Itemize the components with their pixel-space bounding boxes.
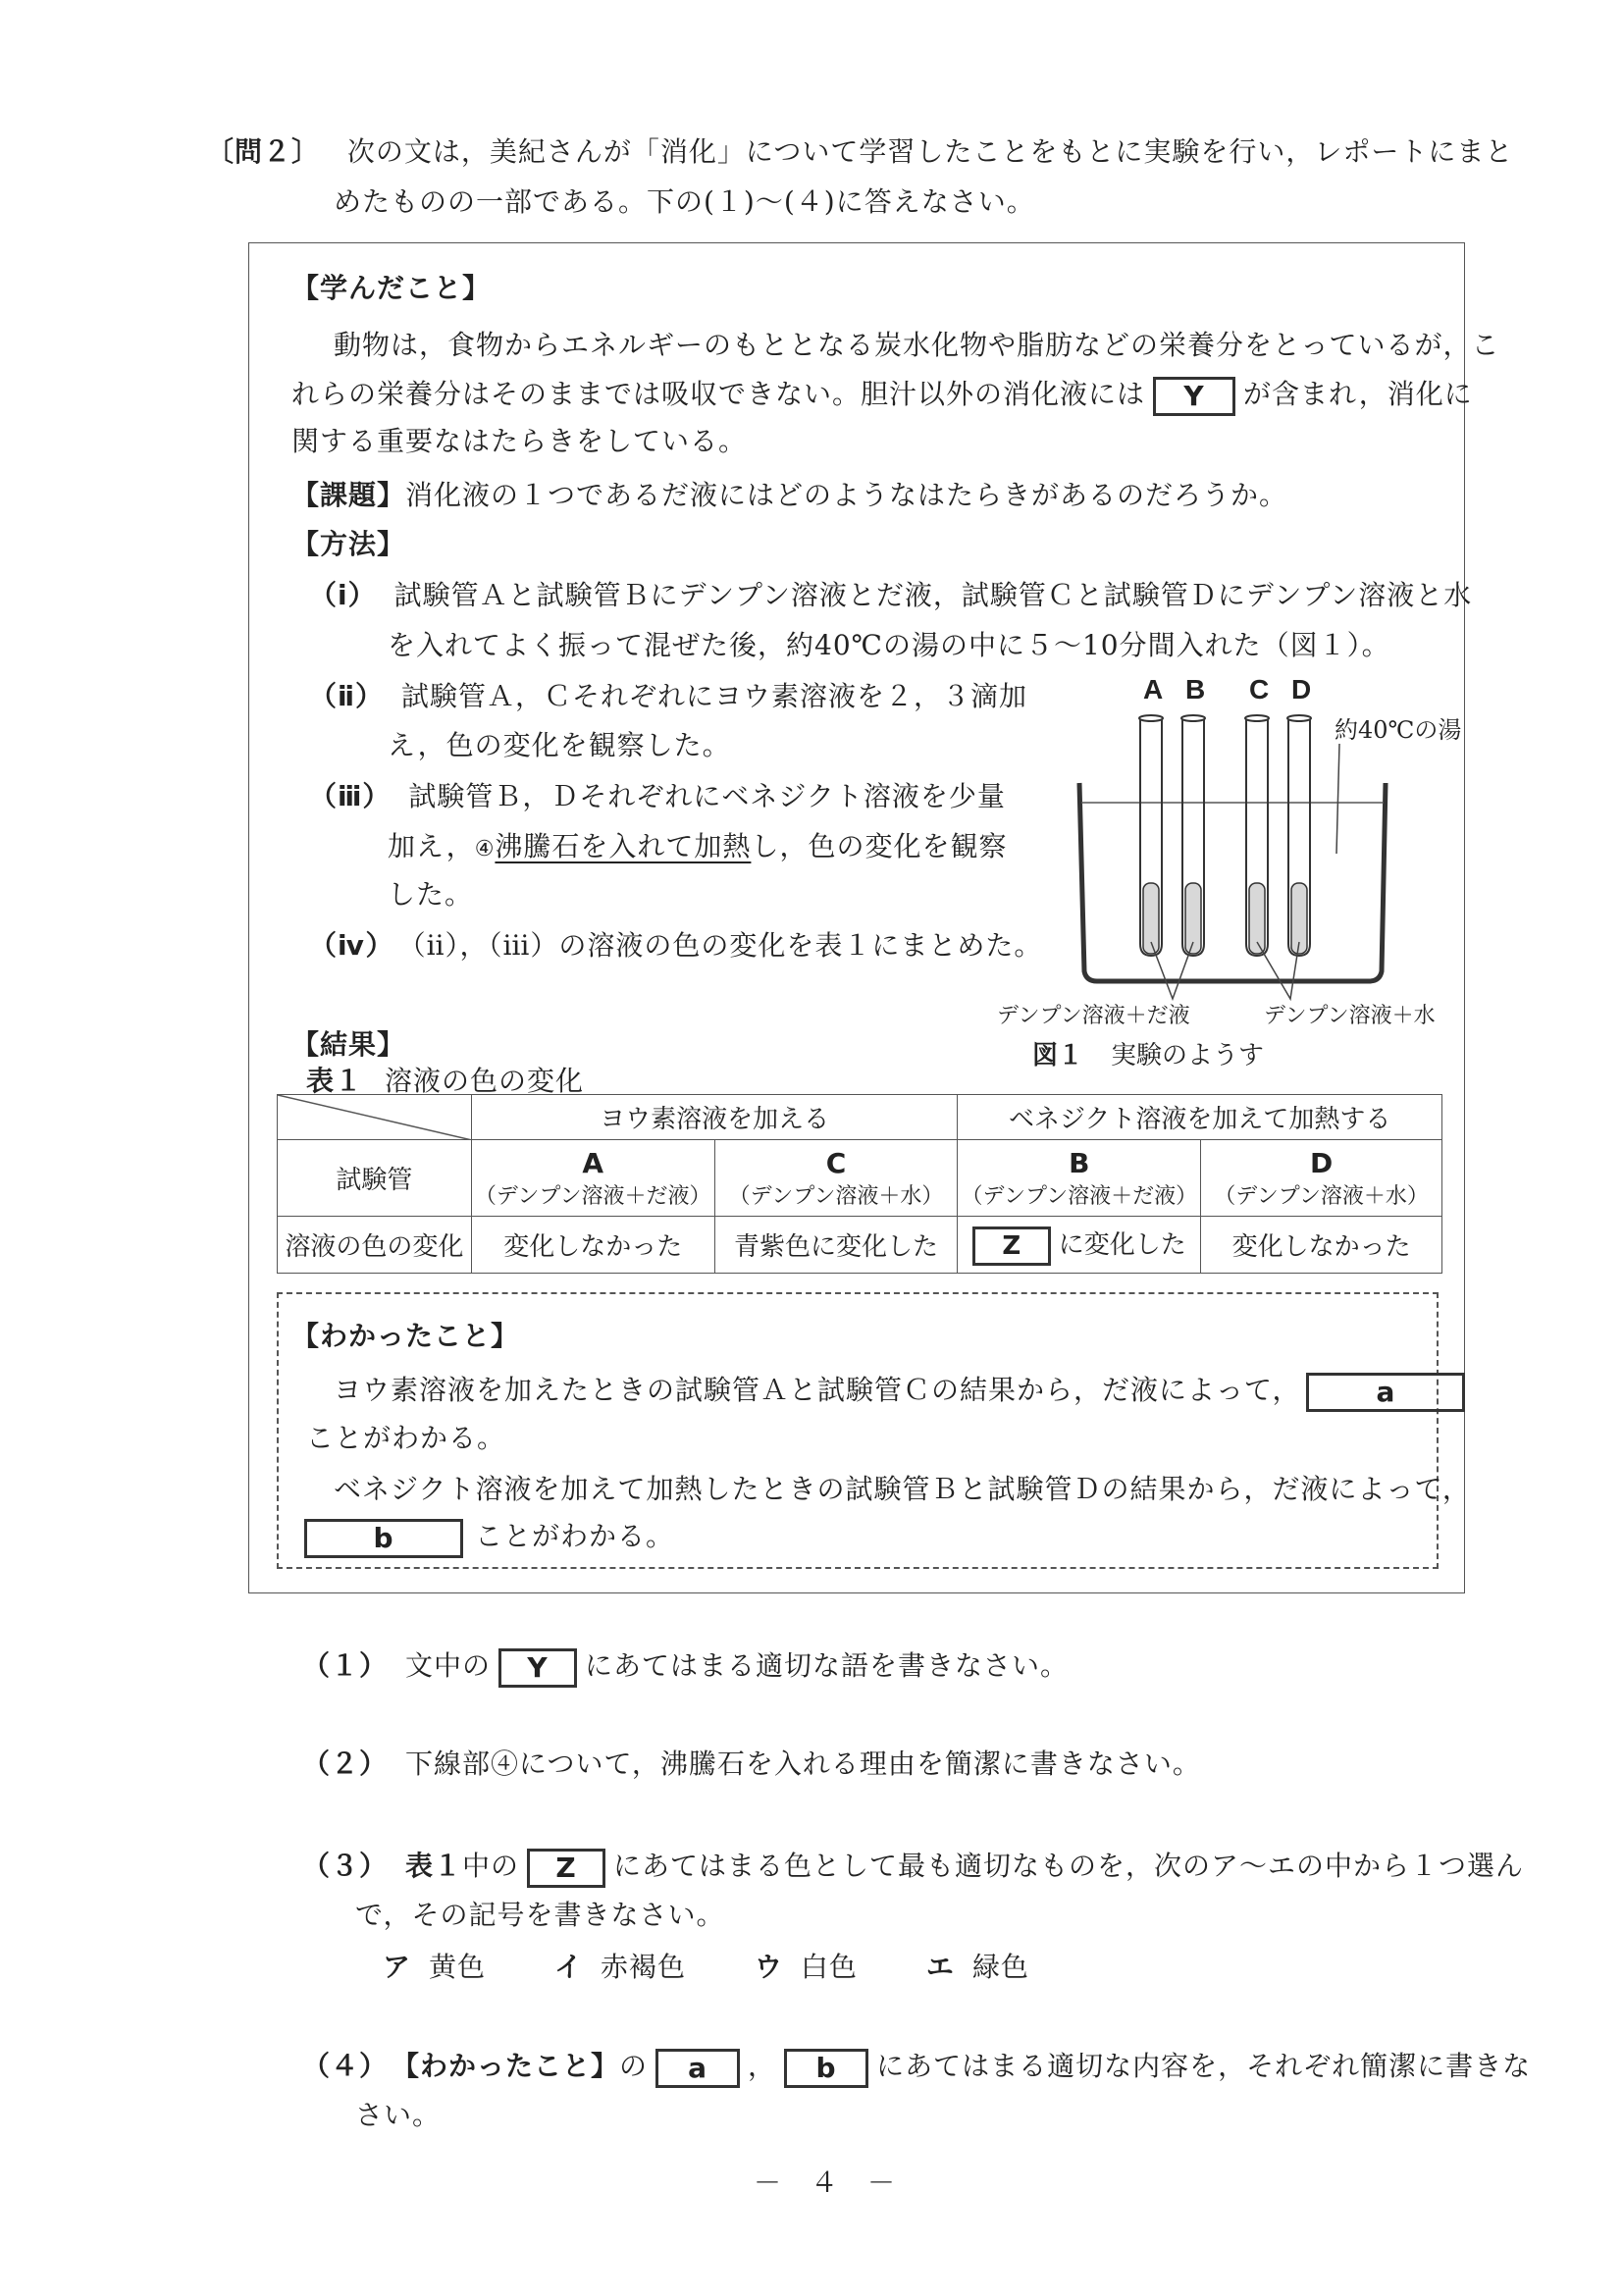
choice-u-text: 白色 — [800, 1951, 858, 1983]
found-line2: ことがわかる。 — [306, 1422, 506, 1454]
row-label-color: 溶液の色の変化 — [278, 1217, 472, 1274]
figure-title-num: 図１ — [1032, 1040, 1084, 1070]
method-i: （ⅰ） 試験管Ａと試験管Ｂにデンプン溶液とだ液，試験管Ｃと試験管Ｄにデンプン溶液と水 — [309, 579, 1473, 611]
tube-b — [1181, 715, 1205, 956]
tube-label-d: D — [1291, 674, 1312, 704]
question-3: （３） 表１中の Z にあてはまる色として最も適切なものを，次のア～エの中から１つ選ん — [302, 1845, 1524, 1888]
task-heading: 【課題】 — [291, 479, 406, 511]
intro-line2: めたものの一部である。下の(１)～(４)に答えなさい。 — [334, 185, 1035, 218]
blank-y: Y — [1153, 377, 1235, 416]
result-d: 変化しなかった — [1201, 1217, 1442, 1274]
results-heading: 【結果】 — [291, 1028, 406, 1061]
water-label: 約40℃の湯 — [1335, 716, 1462, 744]
method-iii-line3: した。 — [388, 878, 474, 911]
question-4-line2: さい。 — [355, 2099, 442, 2131]
choice-u-mark: ウ — [754, 1951, 783, 1983]
tube-d — [1287, 715, 1311, 956]
method-ii-line2: え，色の変化を観察した。 — [388, 729, 731, 761]
method-heading: 【方法】 — [291, 528, 406, 560]
question-4: （４） 【わかったこと】の a ， b にあてはまる適切な内容を，それぞれ簡潔に書きな — [302, 2045, 1531, 2088]
found-heading: 【わかったこと】 — [291, 1320, 520, 1352]
tube-a — [1139, 715, 1163, 956]
question-3-choices — [383, 1946, 1029, 1985]
blank-b-q4: b — [784, 2049, 868, 2088]
method-iii-line2: 加え，④沸騰石を入れて加熱し，色の変化を観察 — [388, 830, 1008, 862]
result-c: 青紫色に変化した — [714, 1217, 958, 1274]
tube-label-c: C — [1249, 674, 1270, 704]
group-benedict: ベネジクト溶液を加えて加熱する — [958, 1095, 1442, 1140]
table-title: 表１ 溶液の色の変化 — [306, 1065, 585, 1097]
marker-4: ④ — [474, 837, 496, 861]
results-table — [277, 1094, 1442, 1274]
tube-cell-d: D （デンプン溶液＋水） — [1201, 1140, 1442, 1217]
question-header — [206, 130, 1513, 170]
table-corner — [278, 1095, 472, 1140]
water-leader — [1336, 744, 1339, 854]
blank-a: a — [1306, 1373, 1465, 1412]
blank-y-q1: Y — [498, 1648, 577, 1688]
question-2: （２） 下線部④について，沸騰石を入れる理由を簡潔に書きなさい。 — [302, 1748, 1201, 1780]
choice-i-mark: イ — [553, 1951, 583, 1983]
learned-heading: 【学んだこと】 — [291, 272, 492, 304]
question-3-line2: で，その記号を書きなさい。 — [355, 1899, 725, 1931]
blank-z-q3: Z — [527, 1849, 605, 1888]
group-iodine: ヨウ素溶液を加える — [471, 1095, 958, 1140]
figure-1-diagram — [991, 667, 1462, 1079]
tube-cell-b: B （デンプン溶液＋だ液） — [958, 1140, 1201, 1217]
tube-cell-c: C （デンプン溶液＋水） — [714, 1140, 958, 1217]
result-b: Z に変化した — [958, 1217, 1201, 1274]
choice-a-text: 黄色 — [429, 1951, 487, 1983]
blank-a-q4: a — [655, 2049, 740, 2088]
question-1: （１） 文中の Y にあてはまる適切な語を書きなさい。 — [302, 1644, 1069, 1688]
found-line4: b ことがわかる。 — [304, 1515, 674, 1558]
question-number: 〔問２〕 — [206, 135, 321, 168]
tube-cell-a: A （デンプン溶液＋だ液） — [471, 1140, 714, 1217]
task-text: 消化液の１つであるだ液にはどのようなはたらきがあるのだろうか。 — [405, 479, 1288, 511]
page-number: － ４ － — [754, 2166, 897, 2199]
tube-label-a: A — [1143, 674, 1164, 704]
figure-title-text: 実験のようす — [1111, 1041, 1265, 1070]
choice-a-mark: ア — [383, 1951, 412, 1983]
underline-boiling-stone: 沸騰石を入れて加熱 — [495, 830, 752, 862]
result-a: 変化しなかった — [471, 1217, 714, 1274]
blank-z: Z — [972, 1226, 1051, 1266]
tube-c — [1245, 715, 1269, 956]
choice-e-mark: エ — [925, 1951, 955, 1983]
learned-line2: れらの栄養分はそのままでは吸収できない。胆汁以外の消化液には Y が含まれ，消化に — [291, 373, 1473, 416]
method-iv: （ⅳ） （ⅱ），（ⅲ）の溶液の色の変化を表１にまとめた。 — [309, 929, 1043, 962]
blank-b: b — [304, 1519, 463, 1558]
choice-i-text: 赤褐色 — [600, 1951, 686, 1983]
learned-line1: 動物は，食物からエネルギーのもととなる炭水化物や脂肪などの栄養分をとっているが，こ — [334, 329, 1500, 361]
choice-e-text: 緑色 — [971, 1951, 1029, 1983]
beaker — [1079, 783, 1386, 981]
method-iii: （ⅲ） 試験管Ｂ，Ｄそれぞれにベネジクト溶液を少量 — [309, 780, 1006, 812]
method-ii: （ⅱ） 試験管Ａ，Ｃそれぞれにヨウ素溶液を２，３滴加 — [309, 680, 1028, 712]
found-line3: ベネジクト溶液を加えて加熱したときの試験管Ｂと試験管Ｄの結果から，だ液によって， — [334, 1473, 1471, 1505]
method-i-line2: を入れてよく振って混ぜた後，約40℃の湯の中に５～10分間入れた（図１）。 — [388, 629, 1390, 661]
learned-line3: 関する重要なはたらきをしている。 — [291, 425, 748, 457]
found-line1: ヨウ素溶液を加えたときの試験管Ａと試験管Ｃの結果から，だ液によって， a — [334, 1369, 1465, 1412]
task — [291, 474, 1287, 513]
row-label-tube: 試験管 — [278, 1140, 472, 1217]
left-caption: デンプン溶液＋だ液 — [997, 1004, 1190, 1028]
intro-line1: 次の文は，美紀さんが「消化」について学習したことをもとに実験を行い，レポートにまと — [346, 135, 1514, 168]
right-caption: デンプン溶液＋水 — [1264, 1004, 1436, 1028]
tube-label-b: B — [1185, 674, 1206, 704]
